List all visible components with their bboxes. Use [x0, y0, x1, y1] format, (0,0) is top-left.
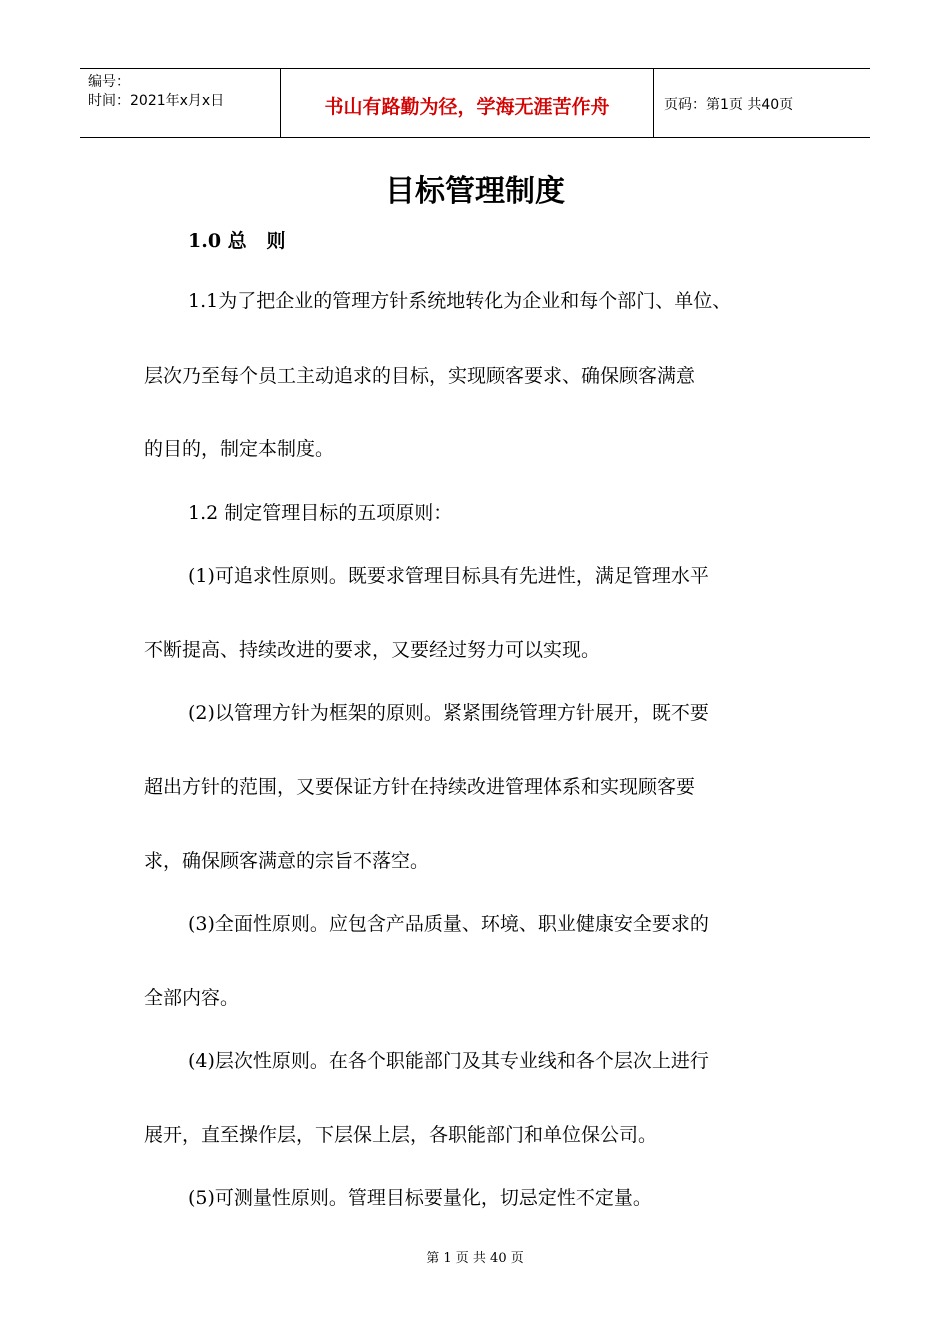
page-footer: 第 1 页 共 40 页	[426, 1251, 524, 1266]
document-title: 目标管理制度	[385, 174, 565, 209]
body-line: (3)全面性原则。应包含产品质量、环境、职业健康安全要求的	[188, 913, 709, 935]
header-meta-cell	[80, 69, 281, 137]
section-heading: 1.0 总 则	[188, 230, 286, 252]
body-line: 求，确保顾客满意的宗旨不落空。	[144, 850, 430, 872]
body-line: (1)可追求性原则。既要求管理目标具有先进性，满足管理水平	[188, 565, 709, 587]
header-page-cell	[654, 69, 870, 137]
body-line: (5)可测量性原则。管理目标要量化，切忌定性不定量。	[188, 1187, 652, 1209]
header-motto: 书山有路勤为径，学海无涯苦作舟	[324, 95, 610, 118]
body-line: 超出方针的范围，又要保证方针在持续改进管理体系和实现顾客要	[144, 776, 696, 798]
header-page-label: 页码：第1页 共40页	[664, 97, 794, 113]
body-line: 展开，直至操作层，下层保上层，各职能部门和单位保公司。	[144, 1124, 658, 1146]
body-line: 层次乃至每个员工主动追求的目标，实现顾客要求、确保顾客满意	[144, 365, 696, 387]
body-line: 不断提高、持续改进的要求，又要经过努力可以实现。	[144, 639, 601, 661]
header-table	[80, 68, 870, 138]
body-line: 全部内容。	[144, 987, 240, 1009]
header-motto-cell	[281, 69, 654, 137]
body-line: (2)以管理方针为框架的原则。紧紧围绕管理方针展开，既不要	[188, 702, 709, 724]
document-date-label: 时间：2021年x月x日	[88, 93, 225, 109]
body-line: (4)层次性原则。在各个职能部门及其专业线和各个层次上进行	[188, 1050, 709, 1072]
body-line: 1.2 制定管理目标的五项原则：	[188, 502, 453, 524]
body-line: 1.1为了把企业的管理方针系统地转化为企业和每个部门、单位、	[188, 290, 732, 312]
document-number-label: 编号：	[88, 74, 130, 90]
body-line: 的目的，制定本制度。	[144, 438, 335, 460]
